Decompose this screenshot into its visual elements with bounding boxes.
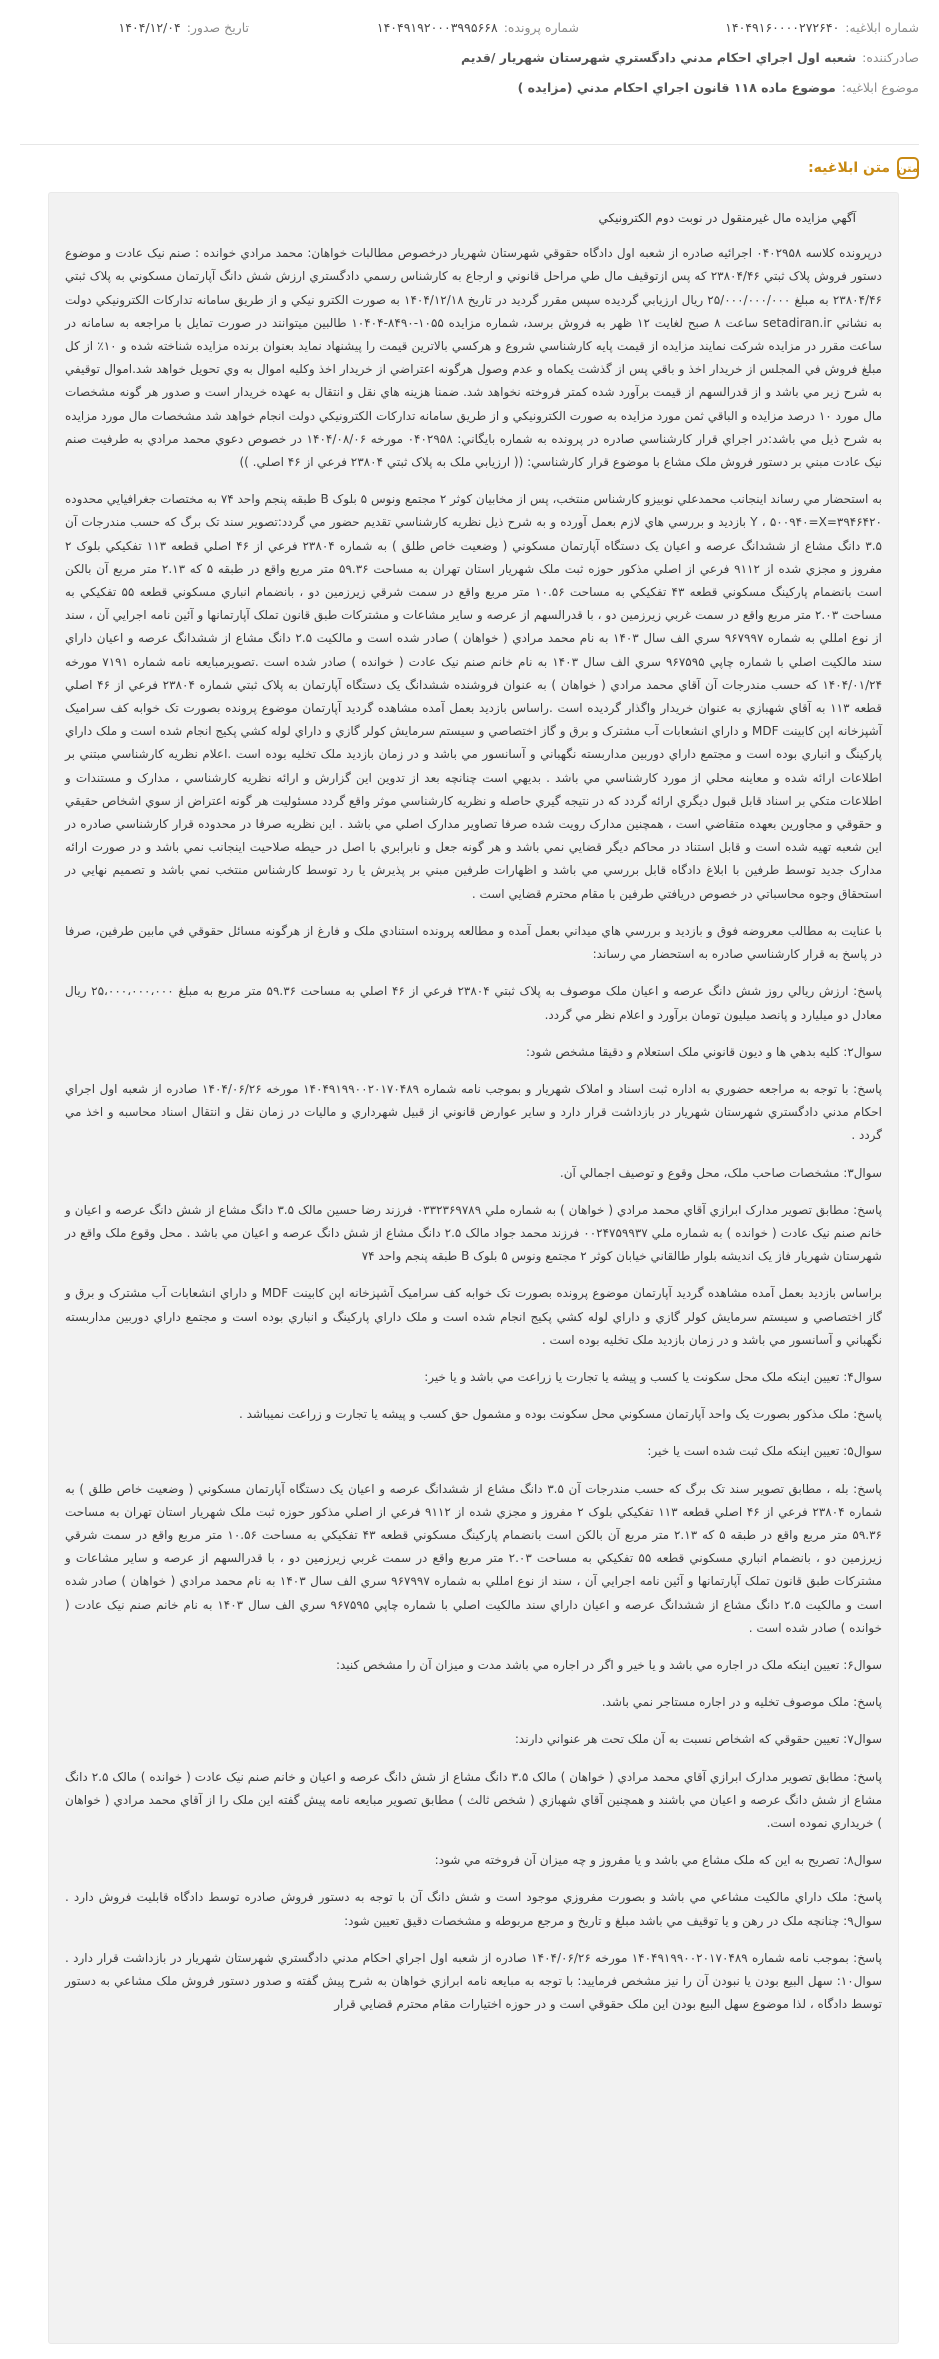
paragraph-inspection: براساس بازديد بعمل آمده مشاهده گرديد آپارتمان موضوع پرونده بصورت تک خوابه کف سراميک آشپزخانه اپن کابينت MDF و داراي انشعابات آب مشترک و برق و گاز اختصاصي و سيستم سرمايش کولر گازي و داراي لوله کشي پکيج انجام شده است و ملک داراي پارکينگ و انباري بوده است و مجتمع داراي دوربين مداربسته نگهباني و آسانسور مي باشد و در زمان بازديد ملک تخليه بوده است . — [65, 1286, 883, 1347]
question-5: سوال۵: تعيين اينکه ملک ثبت شده است يا خير: — [647, 1444, 882, 1459]
notice-header — [0, 0, 939, 140]
header-row-issuer — [20, 42, 919, 72]
answer-3: پاسخ: مطابق تصوير مدارک ابرازي آقاي محمد مرادي ( خواهان ) به شماره ملي ۰۳۳۲۳۶۹۷۸۹ فرزند رضا حسين مالک ۳.۵ دانگ مشاع از شش دانگ عرصه و اعيان و خانم صنم نيک عادت ( خوانده ) به شماره ملي ۰۰۲۴۷۵۹۹۳۷ فرزند محمد جواد مالک ۲.۵ دانگ مشاع از شش دانگ عرصه و اعيان مي باشد . محل وقوع ملک واقع در شهرستان شهريار فاز يک انديشه بلوار طالقاني خيابان کوثر ۲ مجتمع ونوس ۵ بلوک B طبقه پنجم واحد ۷۴ — [65, 1202, 882, 1264]
subject-label: موضوع ابلاغيه: — [841, 79, 919, 95]
answer-4: پاسخ: ملک مذکور بصورت يک واحد آپارتمان مسکوني محل سکونت بوده و مشمول حق کسب و پيشه يا تجارت و زراعت نميباشد . — [238, 1407, 882, 1422]
auction-title: آگهي مزايده مال غيرمنقول در نوبت دوم الکترونيکي — [598, 211, 856, 225]
document-icon: متن — [897, 157, 919, 179]
question-7: سوال۷: تعيين حقوقي که اشخاص نسبت به آن ملک تحت هر عنواني دارند: — [514, 1732, 882, 1747]
question-3: سوال۳: مشخصات صاحب ملک، محل وقوع و توصيف اجمالي آن. — [559, 1165, 882, 1180]
header-row-subject — [20, 72, 919, 102]
case-number-label: شماره پرونده: — [503, 19, 579, 35]
question-4: سوال۴: تعيين اينکه ملک محل سکونت يا کسب و پيشه يا تجارت يا زراعت مي باشد و يا خير: — [424, 1369, 882, 1384]
answer-6: پاسخ: ملک موصوف تخليه و در اجاره مستاجر نمي باشد. — [601, 1695, 882, 1710]
answer-2: پاسخ: با توجه به مراجعه حضوري به اداره ثبت اسناد و املاک شهريار و بموجب نامه شماره ۱۴۰۴۹۱۹۹۰۰۲۰۱۷۰۴۸۹ مورخه ۱۴۰۴/۰۶/۲۶ صادره از شعبه اول اجراي احکام مدني دادگستري شهرستان شهريار در بازداشت قرار دارد و ساير عوارض قانوني از قبيل شهرداري و ماليات در زمان نقل و انتقال اسناد محاسبه و اخذ مي گردد . — [65, 1081, 883, 1143]
answer-8: پاسخ: ملک داراي مالکيت مشاعي مي باشد و بصورت مفروزي موجود است و شش دانگ آن با توجه به دستور فروش صادره توسط دادگاه قابليت فروش دارد . سوال۹: چنانچه ملک در رهن و يا توقيف مي باشد مبلغ و تاريخ و مرجع مربوطه و مشخصات دقيق تعيين شود: — [65, 1890, 882, 1928]
question-6: سوال۶: تعيين اينکه ملک در اجاره مي باشد و يا خير و اگر در اجاره مي باشد مدت و ميزان آن را مشخص کنيد: — [335, 1657, 882, 1672]
paragraph-auction-details: درپرونده کلاسه ۰۴۰۲۹۵۸ اجرائيه صادره از شعبه اول دادگاه حقوقي شهرستان شهريار درخصوص مطالبات خواهان: محمد مرادي خوانده : صنم نيک عادت و موضوع دستور فروش پلاک ثبتي ۲۳۸۰۴/۴۶ که پس ازتوقيف مال طي مراحل قانوني و ارجاع به کارشناس رسمي دادگستري ارزش شش دانگ آپارتمان مسکوني به پلاک ثبتي ۲۳۸۰۴/۴۶ به مبلغ ۲۵/۰۰۰/۰۰۰/۰۰۰ ريال ارزيابي گرديده سپس مقرر گرديد در تاريخ ۱۴۰۴/۱۲/۱۸ به صورت الکترو نيکي و از طريق سامانه تدارکات الکترونيکي دولت به نشاني setadiran.ir ساعت ۸ صبح لغايت ۱۲ ظهر به فروش برسد، شماره مزايده ۱۰۵۵-۸۴۹۰-۱۰۴۰۴ طالبين ميتوانند در صورت تمايل با مراجعه به سامانه در ساعت مقرر در مزايده شرکت نمايند مزايده از قيمت پايه کارشناسي شروع و هرکسي بالاترين قيمت را پيشنهاد نمايد بعنوان برنده مزايده شناخته شده و ۱۰٪ از کل مبلغ فروش في المجلس از خريدار اخذ و باقي پس از گذشت يکماه و عدم وصول هرگونه اعتراضي از خريدار اخذ وکليه اموال به وي تحويل خواهد شد.اموال توقيفي به شرح زير مي باشد و از قدرالسهم از قيمت برآورد شده کمتر فروخته نخواهد شد. ضمنا هزينه هاي نقل و انتقال به عهده خريدار است و صدور هر گونه مشخصات مال مورد ۱۰ درصد مزايده و الباقي ثمن مورد مزايده به صورت الکترونيکي و از طريق سامانه تدارکات الکترونيکي دولت انجام خواهد شد مشخصات مال مورد مزايده به شرح ذيل مي باشد:در اجراي قرار کارشناسي صادره در پرونده به شماره بايگاني: ۰۴۰۲۹۵۸ مورخه ۱۴۰۴/۰۸/۰۶ در خصوص دعوي محمد مرادي به طرفيت صنم نيک عادت مبني بر دستور فروش ملک مشاع با موضوع قرار کارشناسي: (( ارزيابي ملک به پلاک ثبتي ۲۳۸۰۴ فرعي از ۴۶ اصلي. )) — [65, 246, 882, 470]
notice-text-box — [48, 192, 899, 2344]
case-number — [249, 20, 579, 35]
subject-value: موضوع ماده ۱۱۸ قانون اجراي احکام مدني (مزايده ) — [517, 79, 836, 95]
notice-number-value: ۱۴۰۴۹۱۶۰۰۰۰۲۷۲۶۴۰ — [725, 19, 840, 35]
notice-number — [579, 20, 919, 35]
answer-5: پاسخ: بله ، مطابق تصوير سند تک برگ که حسب مندرجات آن ۳.۵ دانگ مشاع از ششدانگ عرصه و اعيان يک دستگاه آپارتمان مسکوني ( وضعيت خاص طلق ) به شماره ۲۳۸۰۴ فرعي از ۴۶ اصلي قطعه ۱۱۳ تفکيکي بلوک ۲ مفروز و مجزي شده از ۹۱۱۲ فرعي از اصلي مذکور حوزه ثبت ملک شهريار استان تهران به مساحت ۵۹.۳۶ متر مربع واقع در طبقه ۵ که ۲.۱۳ متر مربع آن بالکن است بانضمام پارکينگ مسکوني قطعه ۴۳ تفکيکي به مساحت ۱۰.۵۶ متر مربع واقع در سمت شرقي زيرزمين دو ، بانضمام انباري مسکوني قطعه ۵۵ تفکيکي به مساحت ۲.۰۳ متر مربع واقع در سمت غربي زيرزمين دو ، با قدرالسهم از عرصه و ساير مشاعات و مشترکات طبق قانون تملک آپارتمانها و آئين نامه اجرايي آن ، سند از نوع امللي به شماره ۹۶۷۹۹۷ سري الف سال ۱۴۰۳ به نام محمد مرادي ( خواهان ) صادر شده است و مالکيت ۲.۵ دانگ مشاع از ششدانگ عرصه و اعيان داراي سند مالکيت اصلي با شماره چاپي ۹۶۷۵۹۵ سري الف سال ۱۴۰۳ به نام خانم صنم نيک عادت ( خوانده ) صادر شده است . — [65, 1481, 883, 1635]
answer-7: پاسخ: مطابق تصوير مدارک ابرازي آقاي محمد مرادي ( خواهان ) مالک ۳.۵ دانگ مشاع از شش دانگ عرصه و اعيان و خانم صنم نيک عادت ( خوانده ) مالک ۲.۵ دانگ مشاع از شش دانگ عرصه و اعيان مي باشند و همچنين آقاي شهبازي ( شخص ثالث ) مطابق تصوير مبايعه نامه پيش گفته اين ملک را از آقاي محمد مرادي ( خواهان ) خريداري نموده است. — [65, 1769, 883, 1830]
paragraph-expert-report: به استحضار مي رساند اينجانب محمدعلي نوبيزو کارشناس منتخب، پس از مخابيان کوثر ۲ مجتمع ونوس ۵ بلوک B طبقه پنجم واحد ۷۴ به مختصات جغرافيايي محدوده ۳۹۴۶۴۲۰=Y ، ۵۰۰۹۴۰=X بازديد و بررسي هاي لازم بعمل آورده و به شرح ذيل نظريه کارشناسي تقديم حضور مي گردد:تصوير سند تک برگ که حسب مندرجات آن ۳.۵ دانگ مشاع از ششدانگ عرصه و اعيان يک دستگاه آپارتمان مسکوني ( وضعيت خاص طلق ) به شماره ۲۳۸۰۴ فرعي از ۴۶ اصلي قطعه ۱۱۳ تفکيکي بلوک ۲ مفروز و مجزي شده از ۹۱۱۲ فرعي از اصلي مذکور حوزه ثبت ملک شهريار استان تهران به مساحت ۵۹.۳۶ متر مربع واقع در طبقه ۵ که ۲.۱۳ متر مربع آن بالکن است بانضمام پارکينگ مسکوني قطعه ۴۳ تفکيکي به مساحت ۱۰.۵۶ متر مربع واقع در سمت شرقي زيرزمين دو ، بانضمام انباري مسکوني قطعه ۵۵ تفکيکي به مساحت ۲.۰۳ متر مربع واقع در سمت غربي زيرزمين دو ، با قدرالسهم از عرصه و ساير مشاعات و مشترکات طبق قانون تملک آپارتمانها و آئين نامه اجرايي آن ، سند از نوع امللي به شماره ۹۶۷۹۹۷ سري الف سال ۱۴۰۳ به نام محمد مرادي ( خواهان ) صادر شده است و مالکيت ۲.۵ دانگ مشاع از ششدانگ عرصه و اعيان داراي سند مالکيت اصلي با شماره چاپي ۹۶۷۵۹۵ سري الف سال ۱۴۰۳ به نام خانم صنم نيک عادت ( خوانده ) صادر شده است .تصويرمبايعه نامه شماره ۷۱۹۱ مورخه ۱۴۰۴/۰۱/۲۴ که حسب مندرجات آن آقاي محمد مرادي ( خواهان ) به عنوان فروشنده ششدانگ يک دستگاه آپارتمان به پلاک ثبتي شماره ۲۳۸۰۴ فرعي از ۴۶ اصلي قطعه ۱۱۳ به آقاي شهبازي به عنوان خريدار واگذار گرديده است .راساس بازديد بعمل آمده مشاهده گرديد آپارتمان موضوع پرونده بصورت تک خوابه کف سراميک آشپزخانه اپن کابينت MDF و داراي انشعابات آب مشترک و برق و گاز اختصاصي و سيستم سرمايش کولر گازي و داراي لوله کشي پکيج انجام شده است و ملک داراي پارکينگ و انباري بوده است و مجتمع داراي دوربين مداربسته نگهباني و آسانسور مي باشد و در زمان بازديد ملک تخليه بوده است .اعلام نظريه کارشناسي مبتني بر اطلاعات ارائه شده و معاينه محلي از مورد کارشناسي مي باشد . بديهي است چنانچه بعد از تدوين اين گزارش و ارائه نظريه کارشناسي ، مدارک و مستندات و اطلاعات متکي بر اسناد قابل قبول ديگري ارائه گردد که در نتيجه گيري حاصله و نظريه کارشناسي موثر واقع گردد مسئوليت هر گونه اعتراض از سوي اشخاص حقيقي و حقوقي و مجاورين بعهده متقاضي است ، همچنين مدارک رويت شده صرفا تصاوير مدارک اصلي مي باشد . اين نظريه صرفا در محدوده قرار کارشناسي صادره در اين شعبه تهيه شده است و قابل استناد در محاکم ديگر قضايي نمي باشد و هر گونه جعل و نابرابري با اصل در حيطه صلاحيت اينجانب نمي باشد و در صورت ارائه مدارک جديد توسط طرفين با ابلاغ دادگاه قابل بررسي مي باشد و اظهارات طرفين مبني بر پذيرش يا رد توسط کارشناس منتخب نمي باشد و تصميم نهايي در استحقاق وجوه محاسباتي در خصوص دريافتي طرفين با مقام محترم قضايي است . — [65, 492, 883, 901]
question-2: سوال۲: کليه بدهي ها و ديون قانوني ملک استعلام و دقيقا مشخص شود: — [525, 1044, 882, 1059]
case-number-value: ۱۴۰۴۹۱۹۲۰۰۰۳۹۹۵۶۶۸ — [376, 19, 498, 35]
header-row-numbers — [20, 12, 919, 42]
issue-date-value: ۱۴۰۴/۱۲/۰۴ — [118, 19, 181, 35]
issuer-label: صادرکننده: — [862, 49, 919, 65]
question-8: سوال۸: تصريح به اين که ملک مشاع مي باشد و يا مفروز و چه ميزان آن فروخته مي شود: — [434, 1853, 882, 1868]
answer-1: پاسخ: ارزش ريالي روز شش دانگ عرصه و اعيان ملک موصوف به پلاک ثبتي ۲۳۸۰۴ فرعي از ۴۶ اصلي به مساحت ۵۹.۳۶ متر مربع به مبلغ ۲۵،۰۰۰،۰۰۰،۰۰۰ ريال معادل دو ميليارد و پانصد ميليون تومان برآورد و اعلام نظر مي گردد. — [65, 984, 882, 1022]
issue-date-label: تاريخ صدور: — [186, 19, 249, 35]
paragraph-summary-intro: با عنايت به مطالب معروضه فوق و بازديد و بررسي هاي ميداني بعمل آمده و مطالعه پرونده استنادي ملک و فارغ از هرگونه مسائل حقوقي في مابين طرفين، صرفا در پاسخ به قرار کارشناسي صادره به استحضار مي رساند: — [65, 923, 882, 962]
issuer-value: شعبه اول اجراي احکام مدني دادگستري شهرستان شهريار /قديم — [460, 49, 857, 65]
issue-date — [119, 20, 249, 35]
notice-text-heading — [808, 157, 919, 179]
notice-text-title: متن ابلاغيه: — [808, 160, 890, 176]
answer-9: پاسخ: بموجب نامه شماره ۱۴۰۴۹۱۹۹۰۰۲۰۱۷۰۴۸۹ مورخه ۱۴۰۴/۰۶/۲۶ صادره از شعبه اول اجراي احکام مدني دادگستري شهرستان شهريار در بازداشت قرار دارد . سوال۱۰: سهل البيع بودن يا نبودن آن را نيز مشخص فرماييد: با توجه به مبايعه نامه ابرازي خواهان به شرح پيش گفته و صدور دستور فروش ملک مشاعي به دستور توسط دادگاه ، لذا موضوع سهل البيع بودن اين ملک حقوقي است و در حوزه اختيارات مقام محترم قضايي قرار — [65, 1950, 882, 2012]
header-divider — [20, 144, 919, 145]
notice-number-label: شماره ابلاغيه: — [845, 19, 919, 35]
